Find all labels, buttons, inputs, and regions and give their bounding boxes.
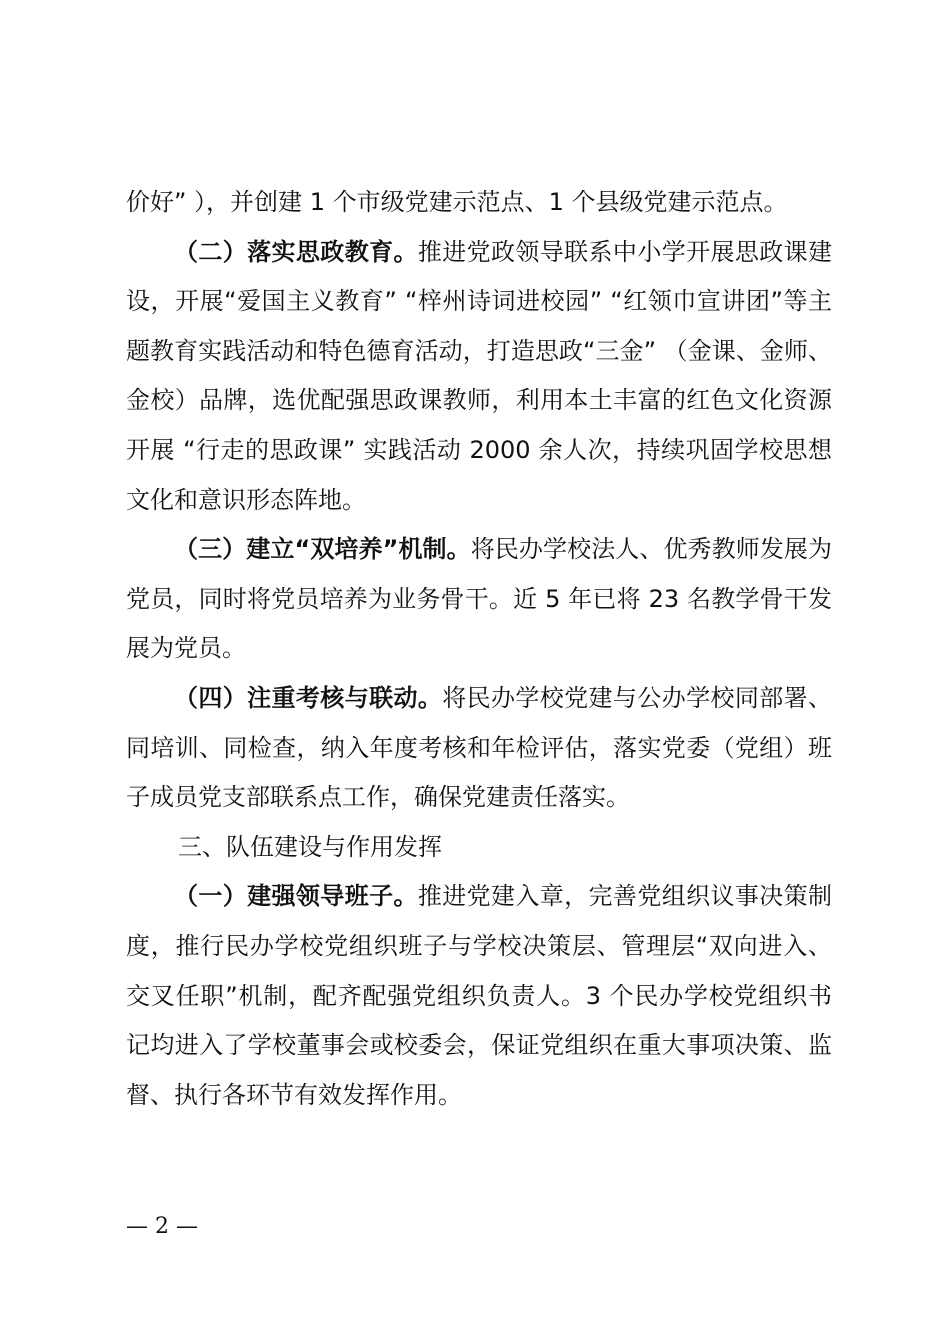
paragraph-heading: （四）注重考核与联动。 (174, 683, 443, 712)
paragraph-text: 将民办学校法人、优秀教师发展为党员，同时将党员培养为业务骨干。近 5 年已将 23 名教学骨干发展为党员。 (126, 535, 833, 663)
paragraph-text: 价好” ），并创建 1 个市级党建示范点、1 个县级党建示范点。 (126, 188, 788, 216)
paragraph-dual-training (126, 525, 832, 674)
page-number: — 2 — (126, 1214, 198, 1239)
paragraph-ideological-education (126, 228, 832, 526)
document-body (126, 178, 832, 1120)
paragraph-text: 推进党建入章，完善党组织议事决策制度，推行民办学校党组织班子与学校决策层、管理层“双向进入、交叉任职”机制，配齐配强党组织负责人。3 个民办学校党组织书记均进入了学校董事会或校委会，保证党组织在重大事项决策、监督、执行各环节有效发挥作用。 (126, 882, 833, 1109)
paragraph-heading: （二）落实思政教育。 (174, 237, 418, 266)
paragraph-text: 将民办学校党建与公办学校同部署、同培训、同检查，纳入年度考核和年检评估，落实党委（党组）班子成员党支部联系点工作，确保党建责任落实。 (126, 683, 833, 812)
paragraph-heading: （一）建强领导班子。 (174, 882, 418, 911)
paragraph-continuation (126, 178, 832, 228)
paragraph-text: 推进党政领导联系中小学开展思政课建设，开展“爱国主义教育” “梓州诗词进校园” “红领巾宣讲团”等主题教育实践活动和特色德育活动，打造思政“三金” （金课、金师、金校）品牌，选优配强思政课教师，利用本土丰富的红色文化资源开展 “行走的思政课” 实践活动 2000 余人次，持续巩固学校思想文化和意识形态阵地。 (126, 237, 833, 514)
paragraph-leadership (126, 872, 832, 1120)
section-title: 三、队伍建设与作用发挥 (178, 832, 442, 861)
paragraph-assessment (126, 674, 832, 823)
paragraph-heading: （三）建立“双培养”机制。 (174, 535, 471, 564)
section-heading (126, 823, 832, 873)
